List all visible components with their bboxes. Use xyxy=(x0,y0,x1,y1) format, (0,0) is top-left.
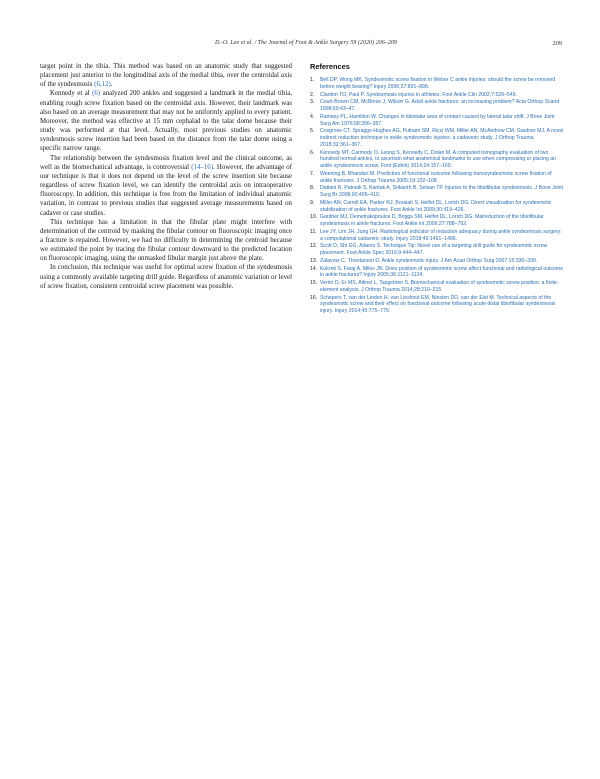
reference-item[interactable]: 5. Cosgrove CT, Spraggs-Hughes AG, Putnam SM, Ricci WM, Miller AN, McAndrew CM, Gardner MJ. A novel indirect reduction technique in ankle syndesmotic injuries: a cadaveric study. J Orthop Trauma 2018;32:361–367. xyxy=(310,128,564,148)
reference-item[interactable]: 10. Gardner MJ, Demetrakopoulos D, Briggs SM, Helfet DL, Lorich DG. Malreduction of the tibiofibular syndesmosis in ankle fractures. Foot Ankle Int 2006;27:788–792. xyxy=(310,214,544,228)
references-heading: References xyxy=(310,62,350,71)
reference-item[interactable]: 4. Ramsey PL, Hamilton W. Changes in tibiotalar area of contact caused by lateral talar shift. J Bone Joint Surg Am 1976;58:356–357. xyxy=(310,113,555,127)
paragraph-4: This technique has a limitation in that the fibular plate might interfere with determination of the centroid by masking the fibular contour on fluoroscopic imaging once a fracture is repaired. However, we had no difficulty in determining the centroid because we estimated the point by tracing the fibular contour downward to the predicted location on fluoroscopic imaging, using the unmasked fibular margin just above the plate. xyxy=(40,218,292,263)
page-number: 209 xyxy=(552,40,562,47)
reference-item[interactable]: 8. Dattani R, Patnaik S, Kantak A, Srikanth B, Selvan TP. Injuries to the tibiofibular syndesmosis. J Bone Joint Surg Br 2008;90:405–410. xyxy=(310,185,563,199)
citation-link[interactable]: (6,12) xyxy=(94,81,111,89)
reference-item[interactable]: 7. Weening B, Bhandari M. Predictors of functional outcome following transsyndesmotic screw fixation of ankle fractures. J Orthop Trauma 2005;19:102–108. xyxy=(310,170,552,184)
reference-item[interactable]: 14. Kukreti S, Faraj A, Miles JN. Does position of syndesmotic screw affect functional and radiological outcome in ankle fractures? Injury 2005;36:1121–1124. xyxy=(310,265,564,279)
body-text-column xyxy=(40,62,292,291)
reference-item[interactable]: 16. Schepers T, van der Linden H, van Lieshout EM, Niesten DD, van der Elst M. Technical aspects of the syndesmotic screw and their effect on functional outcome following acute distal tibiofibular syndesmosis injury. Injury 2014;45:775–779. xyxy=(310,294,556,315)
reference-list xyxy=(310,77,564,315)
references-column xyxy=(310,62,564,316)
paragraph-3: The relationship between the syndesmosis fixation level and the clinical outcome, as well as the biomechanical advantage, is controversial (14–16). However, the advantage of our technique is that it does not depend on the level of the screw insertion site because regardless of screw fixation level, we can identify the centroidal axis on intraoperative fluoroscopy. In addition, this technique is free from the limitation of individual anatomic variation, in contrast to previous studies that suggested average measurements based on cadaver or case studies. xyxy=(40,154,292,217)
citation-link[interactable]: (14–16) xyxy=(191,163,214,171)
reference-item[interactable]: 11. Lee JY, Lim JH, Jung GH. Radiological indicator of reduction adequacy during ankle syndesmosis surgery: a computational cadaveric study. Injury 2018;49:1491–1496. xyxy=(310,228,562,242)
reference-item[interactable]: 13. Zalavras C, Thordarson D. Ankle syndesmotic injury. J Am Acad Orthop Surg 2007;15:330–339. xyxy=(310,257,538,264)
paragraph-5: In conclusion, this technique was useful for optimal screw fixation of the syndesmosis using a commonly available targeting drill guide. Regardless of anatomic variation or level of screw fixation, consistent centroidal screw placement was possible. xyxy=(40,264,292,290)
reference-item[interactable]: 6. Kennedy MT, Carmody O, Leong S, Kennedy C, Dolan M. A computed tomography evaluation of two hundred normal ankles, to ascertain what anatomical landmarks to use when compressing or placing an ankle syndesmosis screw. Foot (Edinb) 2014;24:157–160. xyxy=(310,149,557,170)
reference-item[interactable]: 9. Miller AN, Carroll EA, Parker RJ, Boraiah S, Helfet DL, Lorich DG. Direct visualization for syndesmotic stabilization of ankle fractures. Foot Ankle Int 2009;30:419–426. xyxy=(310,199,552,213)
running-head: D.-O. Lee et al. / The Journal of Foot & Ankle Surgery 59 (2020) 206–209 xyxy=(215,40,397,46)
reference-item[interactable]: 1. Bell DP, Wong MK. Syndesmotic screw fixation in Weber C ankle injuries: should the screw be removed before weight bearing? Injury 2006;37:891–898. xyxy=(310,77,556,90)
reference-item[interactable]: 2. Clanton TO, Paul P. Syndesmosis injuries in athletes. Foot Ankle Clin 2002;7:529–549. xyxy=(310,91,517,98)
paragraph-1: target point in the tibia. This method was based on an anatomic study that suggested placement just anterior to the longitudinal axis of the medial tibia, over the centroidal axis of the syndesmosis (6,12). xyxy=(40,63,292,89)
reference-item[interactable]: 12. Scott D, Shi GG, Adams S. Technique Tip: Novel use of a targeting drill guide for syndesmotic screw placement. Foot Ankle Spec 2016;9:444–447. xyxy=(310,243,548,257)
reference-item[interactable]: 3. Court-Brown CM, McBirnie J, Wilson G. Adult ankle fractures: an increasing problem? Acta Orthop Scand 1998;69:43–47. xyxy=(310,99,560,112)
paragraph-2: Kennedy et al (6) analyzed 200 ankles and suggested a landmark in the medial tibia, enabling rough screw fixation based on the centroidal axis. However, their landmark was also based on an average measurement that may not be uniformly applied to every patient. Moreover, the method was effective at 15 mm cephalad to the talar dome because their study was performed at that level. Actually, most previous studies on anatomic syndesmosis screw insertion had been based on the distance from the talar dome using a specific narrow range. xyxy=(40,90,292,153)
reference-item[interactable]: 15. Verim O, Er MS, Altinel L, Tasgetiren S. Biomechanical evaluation of syndesmotic screw position: a finite-element analysis. J Orthop Trauma 2014;28:210–215. xyxy=(310,280,559,293)
citation-link[interactable]: (6) xyxy=(92,90,101,98)
